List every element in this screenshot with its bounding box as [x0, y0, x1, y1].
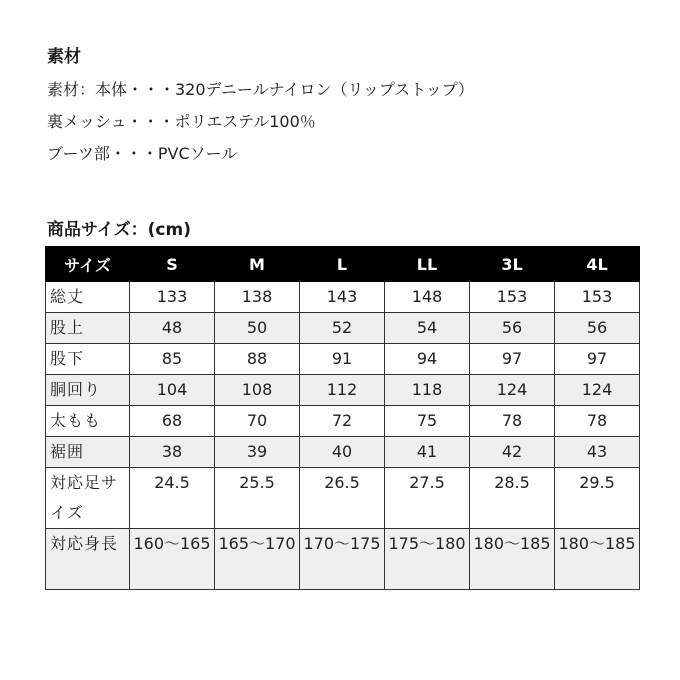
- table-cell: 148: [385, 282, 470, 313]
- table-cell: 88: [215, 344, 300, 375]
- table-row: [46, 344, 640, 375]
- table-cell: 54: [385, 313, 470, 344]
- table-row: [46, 468, 640, 529]
- row-label: 裾囲: [46, 437, 130, 468]
- table-cell: 72: [300, 406, 385, 437]
- table-cell: 124: [555, 375, 640, 406]
- table-cell: 48: [130, 313, 215, 344]
- table-cell: 94: [385, 344, 470, 375]
- size-header-cell: LL: [385, 247, 470, 282]
- table-cell: 43: [555, 437, 640, 468]
- table-cell: 56: [555, 313, 640, 344]
- table-cell: 38: [130, 437, 215, 468]
- table-row: [46, 529, 640, 590]
- table-cell: 97: [555, 344, 640, 375]
- size-header-cell: S: [130, 247, 215, 282]
- table-cell: 78: [470, 406, 555, 437]
- table-cell: 50: [215, 313, 300, 344]
- table-cell: 40: [300, 437, 385, 468]
- table-cell: 138: [215, 282, 300, 313]
- size-table: [45, 246, 640, 590]
- row-label: 股下: [46, 344, 130, 375]
- material-line-mesh: 裏メッシュ・・・ポリエステル100％: [47, 112, 316, 131]
- table-cell: 26.5: [300, 468, 385, 529]
- table-cell: 70: [215, 406, 300, 437]
- table-cell: 85: [130, 344, 215, 375]
- table-cell: 108: [215, 375, 300, 406]
- size-header-cell: 3L: [470, 247, 555, 282]
- table-row: [46, 437, 640, 468]
- table-cell: 104: [130, 375, 215, 406]
- table-cell: 112: [300, 375, 385, 406]
- table-cell: 27.5: [385, 468, 470, 529]
- table-cell: 41: [385, 437, 470, 468]
- table-row: [46, 282, 640, 313]
- row-label: 対応身長: [46, 529, 130, 590]
- size-chart-title: 商品サイズ：(cm): [47, 220, 191, 240]
- size-header-cell: M: [215, 247, 300, 282]
- row-label: 股上: [46, 313, 130, 344]
- table-cell: 160～165: [130, 529, 215, 590]
- table-cell: 68: [130, 406, 215, 437]
- size-header-cell: サイズ: [46, 247, 130, 282]
- table-cell: 42: [470, 437, 555, 468]
- table-cell: 24.5: [130, 468, 215, 529]
- table-cell: 29.5: [555, 468, 640, 529]
- table-cell: 153: [470, 282, 555, 313]
- table-cell: 133: [130, 282, 215, 313]
- row-label: 対応足サイズ: [46, 468, 130, 529]
- table-cell: 180～185: [555, 529, 640, 590]
- material-line-boots: ブーツ部・・・PVCソール: [47, 144, 238, 163]
- table-cell: 56: [470, 313, 555, 344]
- material-line-body: 素材：本体・・・320デニールナイロン（リップストップ）: [47, 80, 474, 99]
- table-cell: 78: [555, 406, 640, 437]
- table-row: [46, 406, 640, 437]
- table-cell: 25.5: [215, 468, 300, 529]
- table-cell: 39: [215, 437, 300, 468]
- row-label: 総丈: [46, 282, 130, 313]
- table-cell: 124: [470, 375, 555, 406]
- table-cell: 165～170: [215, 529, 300, 590]
- table-cell: 180～185: [470, 529, 555, 590]
- table-row: [46, 375, 640, 406]
- table-cell: 28.5: [470, 468, 555, 529]
- table-cell: 91: [300, 344, 385, 375]
- row-label: 胴回り: [46, 375, 130, 406]
- table-cell: 118: [385, 375, 470, 406]
- table-cell: 52: [300, 313, 385, 344]
- table-cell: 175～180: [385, 529, 470, 590]
- size-header-cell: L: [300, 247, 385, 282]
- row-label: 太もも: [46, 406, 130, 437]
- table-cell: 153: [555, 282, 640, 313]
- table-row: [46, 313, 640, 344]
- table-cell: 97: [470, 344, 555, 375]
- table-cell: 143: [300, 282, 385, 313]
- size-header-cell: 4L: [555, 247, 640, 282]
- size-header-row: [46, 247, 640, 282]
- material-title: 素材: [47, 47, 81, 67]
- table-cell: 75: [385, 406, 470, 437]
- table-cell: 170～175: [300, 529, 385, 590]
